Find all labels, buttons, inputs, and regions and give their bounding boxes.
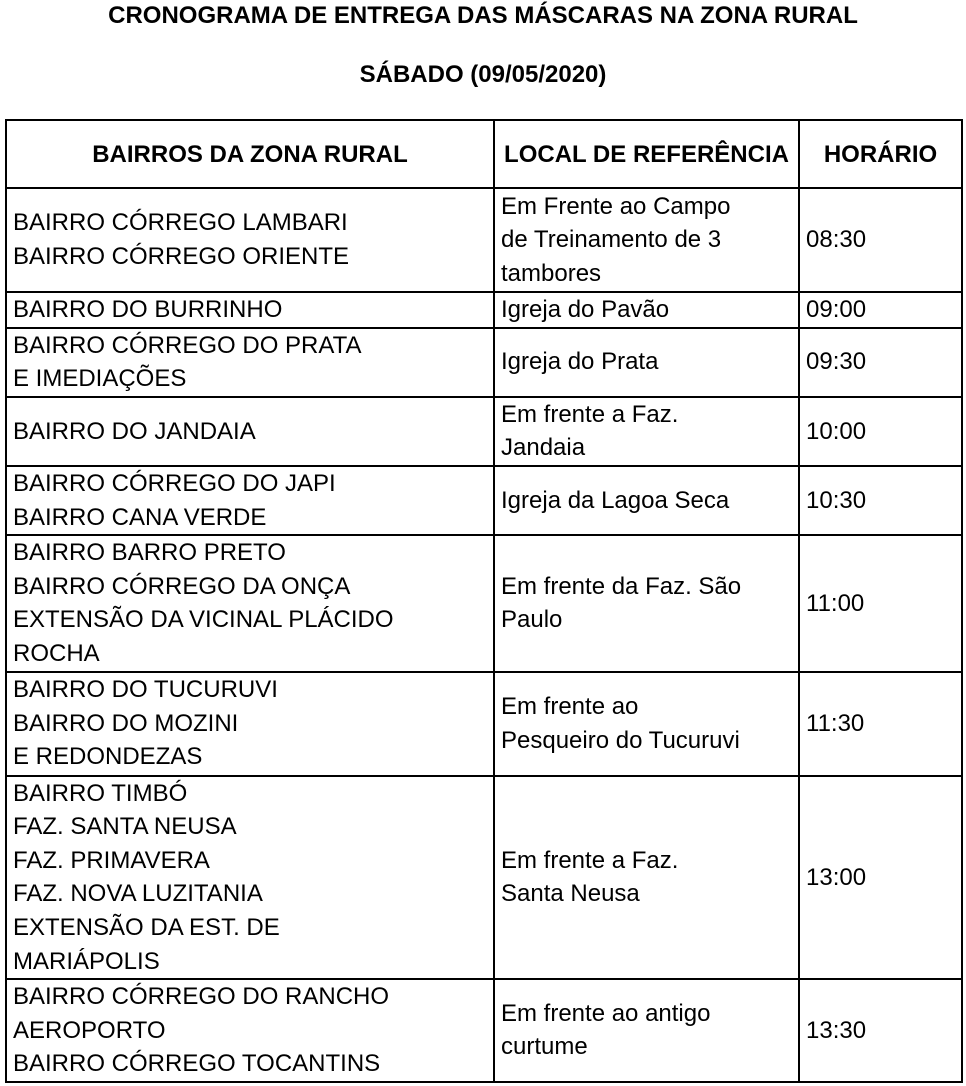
schedule-table — [5, 119, 963, 1083]
bairros-cell-line: FAZ. NOVA LUZITANIA — [13, 880, 263, 908]
table-row — [6, 397, 962, 466]
bairros-cell — [6, 328, 494, 397]
bairros-cell-line: BAIRRO TIMBÓ — [13, 779, 188, 807]
bairros-cell — [6, 188, 494, 292]
header-horario: HORÁRIO — [799, 120, 962, 188]
local-cell — [494, 535, 799, 671]
header-local: LOCAL DE REFERÊNCIA — [494, 120, 799, 188]
local-cell-line: Em frente da Faz. São — [501, 572, 742, 600]
bairros-cell — [6, 292, 494, 328]
bairros-cell-line: BAIRRO DO MOZINI — [13, 709, 239, 737]
header-bairros: BAIRROS DA ZONA RURAL — [6, 120, 494, 188]
bairros-cell — [6, 397, 494, 466]
local-cell-line: de Treinamento de 3 — [501, 226, 722, 254]
bairros-cell-line: BAIRRO DO JANDAIA — [13, 417, 256, 445]
table-body — [6, 188, 962, 1082]
table-row — [6, 535, 962, 671]
bairros-cell-line: E REDONDEZAS — [13, 743, 203, 771]
local-cell-line: Santa Neusa — [501, 880, 640, 908]
table-row — [6, 776, 962, 980]
table-row — [6, 188, 962, 292]
bairros-cell-line: BAIRRO CANA VERDE — [13, 503, 267, 531]
horario-cell: 09:30 — [799, 328, 962, 397]
local-cell — [494, 672, 799, 776]
bairros-cell — [6, 672, 494, 776]
bairros-cell-line: BAIRRO CÓRREGO TOCANTINS — [13, 1050, 381, 1078]
horario-cell: 11:00 — [799, 535, 962, 671]
bairros-cell-line: AEROPORTO — [13, 1016, 166, 1044]
table-row — [6, 466, 962, 535]
bairros-cell-line: BAIRRO CÓRREGO DA ONÇA — [13, 572, 351, 600]
local-cell — [494, 292, 799, 328]
bairros-cell-line: E IMEDIAÇÕES — [13, 365, 187, 393]
document-title: CRONOGRAMA DE ENTREGA DAS MÁSCARAS NA ZONA RURAL — [108, 2, 858, 29]
local-cell-line: Igreja do Pavão — [501, 296, 670, 323]
local-cell-line: Igreja do Prata — [501, 348, 659, 376]
bairros-cell-line: BAIRRO DO TUCURUVI — [13, 676, 278, 704]
bairros-cell-line: BAIRRO CÓRREGO DO RANCHO — [13, 983, 390, 1011]
horario-cell: 09:00 — [799, 292, 962, 328]
local-cell-line: Jandaia — [501, 434, 586, 462]
local-cell — [494, 466, 799, 535]
local-cell — [494, 397, 799, 466]
bairros-cell-line: FAZ. SANTA NEUSA — [13, 813, 237, 841]
local-cell-line: tambores — [501, 259, 602, 287]
horario-cell: 11:30 — [799, 672, 962, 776]
local-cell-line: curtume — [501, 1033, 588, 1061]
local-cell-line: Em frente a Faz. — [501, 846, 679, 874]
local-cell-line: Igreja da Lagoa Seca — [501, 486, 730, 514]
local-cell-line: Em frente ao antigo — [501, 999, 711, 1027]
local-cell-line: Pesqueiro do Tucuruvi — [501, 726, 740, 754]
horario-cell: 08:30 — [799, 188, 962, 292]
bairros-cell — [6, 776, 494, 980]
local-cell — [494, 328, 799, 397]
table-row — [6, 328, 962, 397]
bairros-cell — [6, 466, 494, 535]
bairros-cell-line: EXTENSÃO DA VICINAL PLÁCIDO — [13, 606, 394, 634]
horario-cell: 10:00 — [799, 397, 962, 466]
local-cell — [494, 979, 799, 1082]
bairros-cell — [6, 979, 494, 1082]
horario-cell: 10:30 — [799, 466, 962, 535]
horario-cell: 13:00 — [799, 776, 962, 980]
document-subtitle: SÁBADO (09/05/2020) — [359, 61, 607, 88]
bairros-cell — [6, 535, 494, 671]
local-cell-line: Em Frente ao Campo — [501, 192, 731, 220]
bairros-cell-line: BAIRRO CÓRREGO DO JAPI — [13, 469, 336, 497]
bairros-cell-line: BAIRRO CÓRREGO ORIENTE — [13, 243, 350, 270]
bairros-cell-line: BAIRRO CÓRREGO DO PRATA — [13, 331, 362, 359]
bairros-cell-line: EXTENSÃO DA EST. DE — [13, 913, 280, 941]
local-cell-line: Em frente a Faz. — [501, 400, 679, 428]
table-row — [6, 672, 962, 776]
local-cell — [494, 776, 799, 980]
bairros-cell-line: MARIÁPOLIS — [13, 947, 160, 975]
bairros-cell-line: ROCHA — [13, 639, 100, 667]
bairros-cell-line: BAIRRO DO BURRINHO — [13, 296, 283, 323]
bairros-cell-line: BAIRRO CÓRREGO LAMBARI — [13, 209, 348, 237]
local-cell-line: Em frente ao — [501, 692, 639, 720]
horario-cell: 13:30 — [799, 979, 962, 1082]
local-cell — [494, 188, 799, 292]
table-header-row — [6, 120, 962, 188]
bairros-cell-line: FAZ. PRIMAVERA — [13, 846, 210, 874]
local-cell-line: Paulo — [501, 606, 563, 634]
bairros-cell-line: BAIRRO BARRO PRETO — [13, 539, 286, 567]
table-row — [6, 979, 962, 1082]
table-row — [6, 292, 962, 328]
